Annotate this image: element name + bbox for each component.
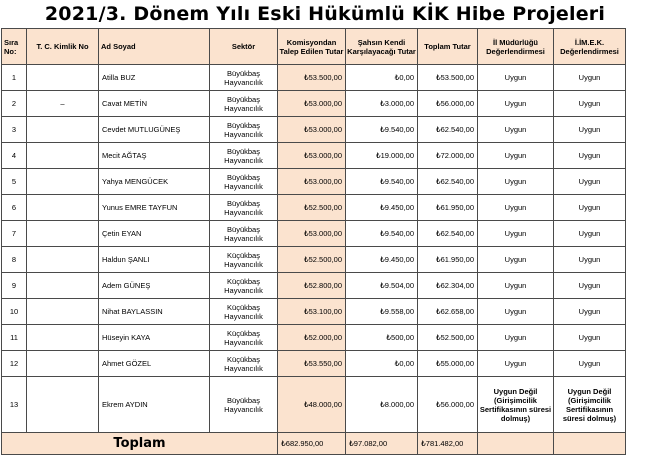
ad-soyad-cell: Cavat METİN	[99, 91, 210, 117]
header-tc: T. C. Kimlik No	[27, 29, 99, 65]
il-degerlendirme-cell: Uygun	[478, 299, 554, 325]
imek-degerlendirme-cell: Uygun	[554, 351, 626, 377]
row-number-cell: 4	[2, 143, 27, 169]
ad-soyad-cell: Yahya MENGÜCEK	[99, 169, 210, 195]
table-row	[2, 351, 626, 377]
table-row	[2, 143, 626, 169]
komisyon-tutar-cell: ₺52.800,00	[278, 273, 346, 299]
ad-soyad-cell: Mecit AĞTAŞ	[99, 143, 210, 169]
page-title: 2021/3. Dönem Yılı Eski Hükümlü KİK Hibe Projeleri	[44, 3, 606, 25]
il-degerlendirme-cell: Uygun	[478, 247, 554, 273]
total-empty-imek	[554, 433, 626, 455]
total-empty-il	[478, 433, 554, 455]
ad-soyad-cell: Adem GÜNEŞ	[99, 273, 210, 299]
sektor-cell: Büyükbaş Hayvancılık	[210, 91, 278, 117]
sektor-cell: Büyükbaş Hayvancılık	[210, 377, 278, 433]
tc-kimlik-cell	[27, 65, 99, 91]
tc-kimlik-cell	[27, 195, 99, 221]
il-degerlendirme-cell: Uygun	[478, 91, 554, 117]
sektor-cell: Büyükbaş Hayvancılık	[210, 195, 278, 221]
table-row	[2, 195, 626, 221]
imek-degerlendirme-cell: Uygun	[554, 65, 626, 91]
sektor-cell: Küçükbaş Hayvancılık	[210, 351, 278, 377]
header-ad: Ad Soyad	[99, 29, 210, 65]
il-degerlendirme-cell: Uygun	[478, 169, 554, 195]
total-komisyon: ₺682.950,00	[278, 433, 346, 455]
row-number-cell: 6	[2, 195, 27, 221]
toplam-tutar-cell: ₺56.000,00	[418, 377, 478, 433]
il-degerlendirme-cell: Uygun	[478, 143, 554, 169]
row-number-cell: 5	[2, 169, 27, 195]
header-toplam: Toplam Tutar	[418, 29, 478, 65]
toplam-tutar-cell: ₺62.540,00	[418, 169, 478, 195]
il-degerlendirme-cell: Uygun	[478, 325, 554, 351]
komisyon-tutar-cell: ₺53.000,00	[278, 91, 346, 117]
sektor-cell: Küçükbaş Hayvancılık	[210, 273, 278, 299]
ad-soyad-cell: Cevdet MUTLUGÜNEŞ	[99, 117, 210, 143]
ad-soyad-cell: Haldun ŞANLI	[99, 247, 210, 273]
tc-kimlik-cell	[27, 117, 99, 143]
table-row	[2, 325, 626, 351]
sahsin-tutar-cell: ₺9.504,00	[346, 273, 418, 299]
sektor-cell: Büyükbaş Hayvancılık	[210, 65, 278, 91]
toplam-tutar-cell: ₺62.540,00	[418, 117, 478, 143]
imek-degerlendirme-cell: Uygun	[554, 325, 626, 351]
toplam-tutar-cell: ₺61.950,00	[418, 195, 478, 221]
header-sira: Sıra No:	[2, 29, 27, 65]
ad-soyad-cell: Ahmet GÖZEL	[99, 351, 210, 377]
toplam-tutar-cell: ₺62.540,00	[418, 221, 478, 247]
toplam-tutar-cell: ₺53.500,00	[418, 65, 478, 91]
row-number-cell: 2	[2, 91, 27, 117]
total-row	[2, 433, 626, 455]
ad-soyad-cell: Hüseyin KAYA	[99, 325, 210, 351]
table-row	[2, 91, 626, 117]
header-il: İl Müdürlüğü Değerlendirmesi	[478, 29, 554, 65]
tc-kimlik-cell	[27, 273, 99, 299]
il-degerlendirme-cell: Uygun	[478, 117, 554, 143]
tc-kimlik-cell	[27, 169, 99, 195]
table-row	[2, 273, 626, 299]
sektor-cell: Büyükbaş Hayvancılık	[210, 221, 278, 247]
komisyon-tutar-cell: ₺53.000,00	[278, 221, 346, 247]
toplam-tutar-cell: ₺72.000,00	[418, 143, 478, 169]
tc-kimlik-cell: –	[27, 91, 99, 117]
sahsin-tutar-cell: ₺500,00	[346, 325, 418, 351]
sahsin-tutar-cell: ₺0,00	[346, 65, 418, 91]
komisyon-tutar-cell: ₺52.000,00	[278, 325, 346, 351]
imek-degerlendirme-cell: Uygun	[554, 117, 626, 143]
sektor-cell: Büyükbaş Hayvancılık	[210, 169, 278, 195]
sektor-cell: Küçükbaş Hayvancılık	[210, 325, 278, 351]
imek-degerlendirme-cell: Uygun	[554, 91, 626, 117]
row-number-cell: 11	[2, 325, 27, 351]
toplam-tutar-cell: ₺62.304,00	[418, 273, 478, 299]
imek-degerlendirme-cell: Uygun	[554, 247, 626, 273]
ad-soyad-cell: Nihat BAYLASSIN	[99, 299, 210, 325]
il-degerlendirme-cell: Uygun Değil (Girişimcilik Sertifikasının süresi dolmuş)	[478, 377, 554, 433]
sahsin-tutar-cell: ₺9.558,00	[346, 299, 418, 325]
row-number-cell: 3	[2, 117, 27, 143]
tc-kimlik-cell	[27, 377, 99, 433]
tc-kimlik-cell	[27, 299, 99, 325]
header-komisyon: Komisyondan Talep Edilen Tutar	[278, 29, 346, 65]
ad-soyad-cell: Yunus EMRE TAYFUN	[99, 195, 210, 221]
tc-kimlik-cell	[27, 351, 99, 377]
komisyon-tutar-cell: ₺53.000,00	[278, 143, 346, 169]
komisyon-tutar-cell: ₺53.000,00	[278, 169, 346, 195]
toplam-tutar-cell: ₺52.500,00	[418, 325, 478, 351]
sektor-cell: Küçükbaş Hayvancılık	[210, 247, 278, 273]
row-number-cell: 8	[2, 247, 27, 273]
tc-kimlik-cell	[27, 325, 99, 351]
imek-degerlendirme-cell: Uygun	[554, 143, 626, 169]
toplam-tutar-cell: ₺55.000,00	[418, 351, 478, 377]
imek-degerlendirme-cell: Uygun	[554, 221, 626, 247]
tc-kimlik-cell	[27, 247, 99, 273]
sahsin-tutar-cell: ₺3.000,00	[346, 91, 418, 117]
il-degerlendirme-cell: Uygun	[478, 65, 554, 91]
toplam-tutar-cell: ₺61.950,00	[418, 247, 478, 273]
sahsin-tutar-cell: ₺9.540,00	[346, 117, 418, 143]
sahsin-tutar-cell: ₺9.450,00	[346, 195, 418, 221]
header-imek: İ.İM.E.K. Değerlendirmesi	[554, 29, 626, 65]
header-sektor: Sektör	[210, 29, 278, 65]
komisyon-tutar-cell: ₺53.550,00	[278, 351, 346, 377]
tc-kimlik-cell	[27, 221, 99, 247]
imek-degerlendirme-cell: Uygun	[554, 169, 626, 195]
row-number-cell: 7	[2, 221, 27, 247]
sahsin-tutar-cell: ₺8.000,00	[346, 377, 418, 433]
tc-kimlik-cell	[27, 143, 99, 169]
imek-degerlendirme-cell: Uygun Değil (Girişimcilik Sertifikasının süresi dolmuş)	[554, 377, 626, 433]
row-number-cell: 13	[2, 377, 27, 433]
ad-soyad-cell: Çetin EYAN	[99, 221, 210, 247]
sektor-cell: Küçükbaş Hayvancılık	[210, 299, 278, 325]
imek-degerlendirme-cell: Uygun	[554, 273, 626, 299]
ad-soyad-cell: Ekrem AYDIN	[99, 377, 210, 433]
toplam-tutar-cell: ₺62.658,00	[418, 299, 478, 325]
table-row	[2, 65, 626, 91]
table-row	[2, 299, 626, 325]
row-number-cell: 10	[2, 299, 27, 325]
total-toplam: ₺781.482,00	[418, 433, 478, 455]
table-row	[2, 221, 626, 247]
ad-soyad-cell: Atilla BUZ	[99, 65, 210, 91]
sahsin-tutar-cell: ₺0,00	[346, 351, 418, 377]
komisyon-tutar-cell: ₺52.500,00	[278, 195, 346, 221]
il-degerlendirme-cell: Uygun	[478, 351, 554, 377]
sahsin-tutar-cell: ₺9.540,00	[346, 169, 418, 195]
table-row	[2, 169, 626, 195]
header-sahsin: Şahsın Kendi Karşılayacağı Tutar	[346, 29, 418, 65]
komisyon-tutar-cell: ₺48.000,00	[278, 377, 346, 433]
sektor-cell: Büyükbaş Hayvancılık	[210, 143, 278, 169]
komisyon-tutar-cell: ₺53.000,00	[278, 117, 346, 143]
row-number-cell: 12	[2, 351, 27, 377]
grants-table	[1, 28, 626, 455]
header-row	[2, 29, 626, 65]
total-label: Toplam	[2, 433, 278, 455]
sahsin-tutar-cell: ₺9.540,00	[346, 221, 418, 247]
sektor-cell: Büyükbaş Hayvancılık	[210, 117, 278, 143]
table-row	[2, 377, 626, 433]
il-degerlendirme-cell: Uygun	[478, 273, 554, 299]
table-row	[2, 247, 626, 273]
imek-degerlendirme-cell: Uygun	[554, 299, 626, 325]
komisyon-tutar-cell: ₺52.500,00	[278, 247, 346, 273]
sahsin-tutar-cell: ₺9.450,00	[346, 247, 418, 273]
row-number-cell: 1	[2, 65, 27, 91]
total-sahsin: ₺97.082,00	[346, 433, 418, 455]
il-degerlendirme-cell: Uygun	[478, 195, 554, 221]
toplam-tutar-cell: ₺56.000,00	[418, 91, 478, 117]
il-degerlendirme-cell: Uygun	[478, 221, 554, 247]
komisyon-tutar-cell: ₺53.100,00	[278, 299, 346, 325]
row-number-cell: 9	[2, 273, 27, 299]
sahsin-tutar-cell: ₺19.000,00	[346, 143, 418, 169]
imek-degerlendirme-cell: Uygun	[554, 195, 626, 221]
komisyon-tutar-cell: ₺53.500,00	[278, 65, 346, 91]
table-row	[2, 117, 626, 143]
